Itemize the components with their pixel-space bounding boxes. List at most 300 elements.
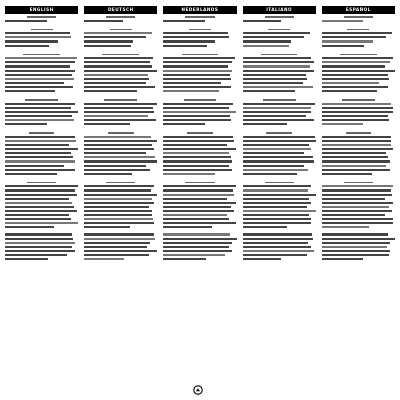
text-lines — [5, 16, 78, 260]
text-line — [163, 198, 227, 200]
text-line — [84, 233, 154, 235]
text-line — [163, 194, 234, 196]
text-line — [5, 165, 64, 167]
text-line — [163, 214, 227, 216]
section-heading-line — [106, 182, 135, 184]
text-line — [5, 111, 78, 113]
section-heading-line — [31, 29, 53, 31]
text-line — [163, 123, 205, 125]
paragraph-gap — [5, 177, 78, 180]
section-heading-line — [189, 29, 211, 31]
text-line — [322, 258, 364, 260]
text-line — [84, 90, 137, 92]
text-line — [243, 65, 310, 67]
text-line — [163, 254, 224, 256]
text-line — [84, 222, 154, 224]
text-line — [163, 242, 232, 244]
text-line — [84, 61, 150, 63]
text-line — [163, 70, 232, 72]
text-line — [163, 160, 232, 162]
text-line — [322, 111, 394, 113]
text-line — [243, 140, 316, 142]
text-line — [322, 218, 393, 220]
text-line — [84, 226, 129, 228]
section-heading-line — [182, 54, 219, 56]
text-line — [5, 119, 74, 121]
text-line — [5, 86, 73, 88]
text-line — [243, 86, 313, 88]
text-line — [322, 242, 390, 244]
section-heading-line — [266, 132, 292, 134]
text-line — [243, 198, 310, 200]
text-line — [5, 70, 75, 72]
text-line — [84, 123, 129, 125]
text-line — [163, 250, 232, 252]
paragraph-gap — [5, 24, 78, 27]
text-line — [84, 111, 154, 113]
text-line — [84, 45, 131, 47]
text-line — [163, 115, 230, 117]
column-espanol — [319, 6, 398, 382]
text-line — [243, 32, 310, 34]
text-line — [322, 61, 390, 63]
text-line — [322, 233, 388, 235]
text-line — [163, 82, 221, 84]
text-line — [243, 115, 306, 117]
text-line — [84, 148, 154, 150]
column-english — [2, 6, 81, 382]
text-line — [5, 160, 75, 162]
section-heading-line — [106, 16, 135, 18]
text-line — [163, 78, 231, 80]
text-line — [84, 152, 146, 154]
text-line — [5, 242, 75, 244]
text-line — [322, 107, 393, 109]
text-line — [322, 160, 390, 162]
column-nederlands — [160, 6, 239, 382]
text-line — [322, 214, 385, 216]
text-line — [243, 222, 312, 224]
text-line — [5, 218, 71, 220]
text-line — [5, 226, 54, 228]
text-line — [243, 156, 313, 158]
text-line — [84, 140, 157, 142]
text-line — [322, 90, 377, 92]
paragraph-gap — [84, 24, 157, 27]
text-line — [322, 70, 395, 72]
text-line — [84, 70, 156, 72]
text-line — [322, 152, 386, 154]
text-line — [163, 57, 235, 59]
paragraph-gap — [5, 94, 78, 97]
text-line — [163, 86, 230, 88]
text-line — [322, 254, 389, 256]
text-line — [84, 214, 151, 216]
section-heading-line — [265, 182, 294, 184]
text-line — [322, 156, 389, 158]
text-line — [5, 238, 73, 240]
text-line — [243, 206, 307, 208]
text-line — [322, 140, 392, 142]
text-line — [243, 254, 307, 256]
text-line — [243, 45, 289, 47]
text-line — [84, 202, 154, 204]
text-line — [322, 250, 390, 252]
text-line — [5, 103, 75, 105]
paragraph-gap — [5, 127, 78, 130]
text-line — [243, 82, 304, 84]
section-heading-line — [110, 29, 132, 31]
text-line — [322, 103, 391, 105]
text-line — [5, 214, 69, 216]
text-line — [243, 165, 304, 167]
text-line — [84, 103, 157, 105]
text-line — [84, 107, 153, 109]
text-line — [243, 242, 308, 244]
paragraph-gap — [243, 177, 316, 180]
text-line — [163, 226, 211, 228]
section-heading-line — [185, 182, 214, 184]
paragraph-gap — [163, 177, 236, 180]
text-line — [243, 250, 315, 252]
text-line — [5, 169, 75, 171]
text-line — [84, 206, 149, 208]
text-line — [322, 222, 394, 224]
section-heading-line — [23, 54, 60, 56]
text-line — [163, 65, 227, 67]
paragraph-gap — [322, 177, 395, 180]
text-line — [163, 218, 228, 220]
text-line — [322, 169, 390, 171]
text-line — [163, 210, 234, 212]
text-line — [243, 189, 309, 191]
text-line — [84, 185, 154, 187]
text-line — [243, 144, 310, 146]
text-line — [5, 136, 75, 138]
text-line — [322, 206, 389, 208]
text-line — [322, 238, 395, 240]
text-line — [5, 40, 58, 42]
text-line — [84, 189, 151, 191]
text-line — [163, 107, 228, 109]
paragraph-gap — [243, 94, 316, 97]
text-line — [84, 82, 145, 84]
text-lines — [163, 16, 236, 260]
text-line — [5, 233, 72, 235]
text-line — [5, 206, 74, 208]
text-line — [163, 169, 232, 171]
text-line — [5, 148, 78, 150]
text-line — [243, 218, 311, 220]
text-line — [322, 148, 394, 150]
text-line — [243, 233, 313, 235]
paragraph-gap — [5, 49, 78, 52]
text-line — [322, 32, 392, 34]
text-line — [322, 65, 386, 67]
text-line — [163, 238, 236, 240]
text-line — [5, 45, 49, 47]
text-line — [163, 119, 231, 121]
text-lines — [84, 16, 157, 260]
paragraph-gap — [243, 24, 316, 27]
text-line — [84, 165, 146, 167]
text-line — [163, 74, 230, 76]
text-line — [5, 61, 75, 63]
text-line — [163, 140, 233, 142]
text-line — [5, 115, 72, 117]
text-line — [163, 185, 235, 187]
text-line — [163, 148, 235, 150]
text-line — [163, 32, 227, 34]
text-line — [5, 246, 72, 248]
text-line — [5, 198, 69, 200]
paragraph-gap — [163, 24, 236, 27]
text-line — [163, 206, 231, 208]
text-line — [163, 222, 235, 224]
section-heading-line — [265, 16, 294, 18]
text-line — [84, 86, 155, 88]
text-line — [163, 40, 215, 42]
language-columns — [2, 6, 398, 382]
text-line — [84, 156, 155, 158]
text-line — [84, 36, 146, 38]
text-line — [322, 246, 387, 248]
text-line — [84, 160, 156, 162]
section-heading-line — [25, 99, 58, 101]
paragraph-gap — [243, 127, 316, 130]
text-line — [84, 40, 133, 42]
text-line — [322, 20, 363, 22]
text-line — [243, 90, 295, 92]
paragraph-gap — [163, 49, 236, 52]
text-line — [5, 156, 73, 158]
text-line — [5, 123, 47, 125]
text-line — [84, 198, 151, 200]
text-line — [163, 246, 229, 248]
text-line — [243, 57, 311, 59]
text-line — [5, 258, 48, 260]
text-line — [243, 78, 307, 80]
paragraph-gap — [243, 49, 316, 52]
text-line — [5, 20, 47, 22]
paragraph-gap — [163, 127, 236, 130]
text-line — [243, 202, 312, 204]
text-line — [5, 82, 64, 84]
section-heading-line — [347, 29, 369, 31]
text-line — [163, 36, 228, 38]
text-line — [322, 36, 386, 38]
text-line — [163, 189, 233, 191]
paragraph-gap — [322, 49, 395, 52]
paragraph-gap — [84, 177, 157, 180]
text-line — [163, 136, 233, 138]
text-line — [5, 173, 57, 175]
text-line — [84, 238, 155, 240]
text-line — [5, 254, 67, 256]
text-line — [5, 65, 70, 67]
paragraph-gap — [84, 127, 157, 130]
text-line — [243, 238, 313, 240]
text-line — [243, 107, 311, 109]
text-line — [84, 242, 150, 244]
section-heading-line — [344, 182, 373, 184]
text-line — [5, 32, 70, 34]
text-line — [243, 111, 312, 113]
text-line — [5, 78, 74, 80]
text-line — [163, 103, 233, 105]
paragraph-gap — [322, 24, 395, 27]
text-line — [243, 258, 282, 260]
text-line — [322, 173, 372, 175]
text-line — [163, 165, 228, 167]
text-line — [84, 119, 156, 121]
section-heading-line — [344, 16, 373, 18]
section-heading-line — [342, 99, 375, 101]
text-line — [84, 218, 153, 220]
text-line — [243, 148, 312, 150]
text-line — [322, 57, 393, 59]
text-line — [243, 40, 291, 42]
text-line — [243, 20, 281, 22]
text-line — [84, 194, 157, 196]
text-line — [163, 258, 205, 260]
text-line — [5, 36, 71, 38]
text-line — [5, 140, 76, 142]
text-line — [5, 202, 72, 204]
text-line — [84, 254, 149, 256]
text-lines — [322, 16, 395, 260]
text-line — [84, 258, 124, 260]
text-line — [322, 82, 379, 84]
column-deutsch — [81, 6, 160, 382]
text-line — [84, 250, 156, 252]
text-line — [5, 152, 71, 154]
column-italiano — [240, 6, 319, 382]
text-line — [84, 115, 148, 117]
paragraph-gap — [322, 127, 395, 130]
text-line — [163, 152, 228, 154]
section-heading-line — [184, 99, 217, 101]
text-line — [163, 45, 206, 47]
section-heading-line — [104, 99, 137, 101]
text-line — [5, 250, 75, 252]
text-line — [243, 226, 288, 228]
text-line — [322, 210, 392, 212]
text-line — [84, 144, 151, 146]
text-line — [163, 111, 235, 113]
text-line — [243, 123, 288, 125]
text-line — [243, 185, 312, 187]
text-line — [322, 45, 364, 47]
text-line — [243, 173, 297, 175]
text-line — [5, 210, 77, 212]
text-line — [322, 74, 388, 76]
text-line — [84, 136, 151, 138]
header-nederlands: NEDERLANDS — [163, 6, 236, 14]
text-line — [322, 115, 388, 117]
text-line — [84, 78, 149, 80]
paragraph-gap — [84, 49, 157, 52]
text-line — [243, 36, 304, 38]
text-line — [163, 20, 205, 22]
section-heading-line — [263, 99, 296, 101]
text-line — [84, 65, 152, 67]
text-line — [243, 136, 315, 138]
text-line — [5, 222, 78, 224]
text-line — [243, 119, 314, 121]
text-line — [322, 136, 391, 138]
text-line — [163, 144, 227, 146]
text-line — [163, 233, 230, 235]
section-heading-line — [187, 132, 213, 134]
text-line — [322, 78, 389, 80]
section-heading-line — [340, 54, 377, 56]
paragraph-gap — [84, 94, 157, 97]
text-lines — [243, 16, 316, 260]
text-line — [5, 107, 71, 109]
header-espanol: ESPAÑOL — [322, 6, 395, 14]
text-line — [5, 189, 75, 191]
section-heading-line — [29, 132, 55, 134]
text-line — [322, 165, 386, 167]
text-line — [322, 189, 391, 191]
text-line — [84, 20, 123, 22]
section-heading-line — [185, 16, 214, 18]
text-line — [322, 194, 392, 196]
text-line — [84, 74, 148, 76]
text-line — [84, 57, 153, 59]
text-line — [243, 74, 306, 76]
text-line — [163, 156, 230, 158]
text-line — [163, 202, 235, 204]
text-line — [322, 119, 389, 121]
text-line — [5, 74, 72, 76]
header-english: ENGLISH — [5, 6, 78, 14]
text-line — [84, 210, 152, 212]
text-line — [322, 123, 363, 125]
text-line — [5, 144, 69, 146]
section-heading-line — [261, 54, 298, 56]
text-line — [5, 57, 77, 59]
text-line — [322, 86, 389, 88]
text-line — [243, 160, 315, 162]
text-line — [84, 173, 132, 175]
section-heading-line — [102, 54, 139, 56]
ce-mark-icon — [193, 385, 203, 395]
text-line — [84, 32, 152, 34]
text-line — [5, 194, 77, 196]
text-line — [322, 198, 385, 200]
text-line — [243, 194, 316, 196]
text-line — [322, 40, 373, 42]
text-line — [243, 152, 304, 154]
text-line — [84, 246, 147, 248]
text-line — [243, 210, 316, 212]
text-line — [163, 61, 232, 63]
section-heading-line — [346, 132, 372, 134]
text-line — [243, 214, 310, 216]
text-line — [84, 169, 150, 171]
text-line — [5, 90, 55, 92]
text-line — [243, 103, 315, 105]
header-deutsch: DEUTSCH — [84, 6, 157, 14]
paragraph-gap — [322, 94, 395, 97]
text-line — [322, 226, 370, 228]
text-line — [243, 169, 308, 171]
text-line — [243, 246, 312, 248]
header-italiano: ITALIANO — [243, 6, 316, 14]
text-line — [163, 90, 219, 92]
